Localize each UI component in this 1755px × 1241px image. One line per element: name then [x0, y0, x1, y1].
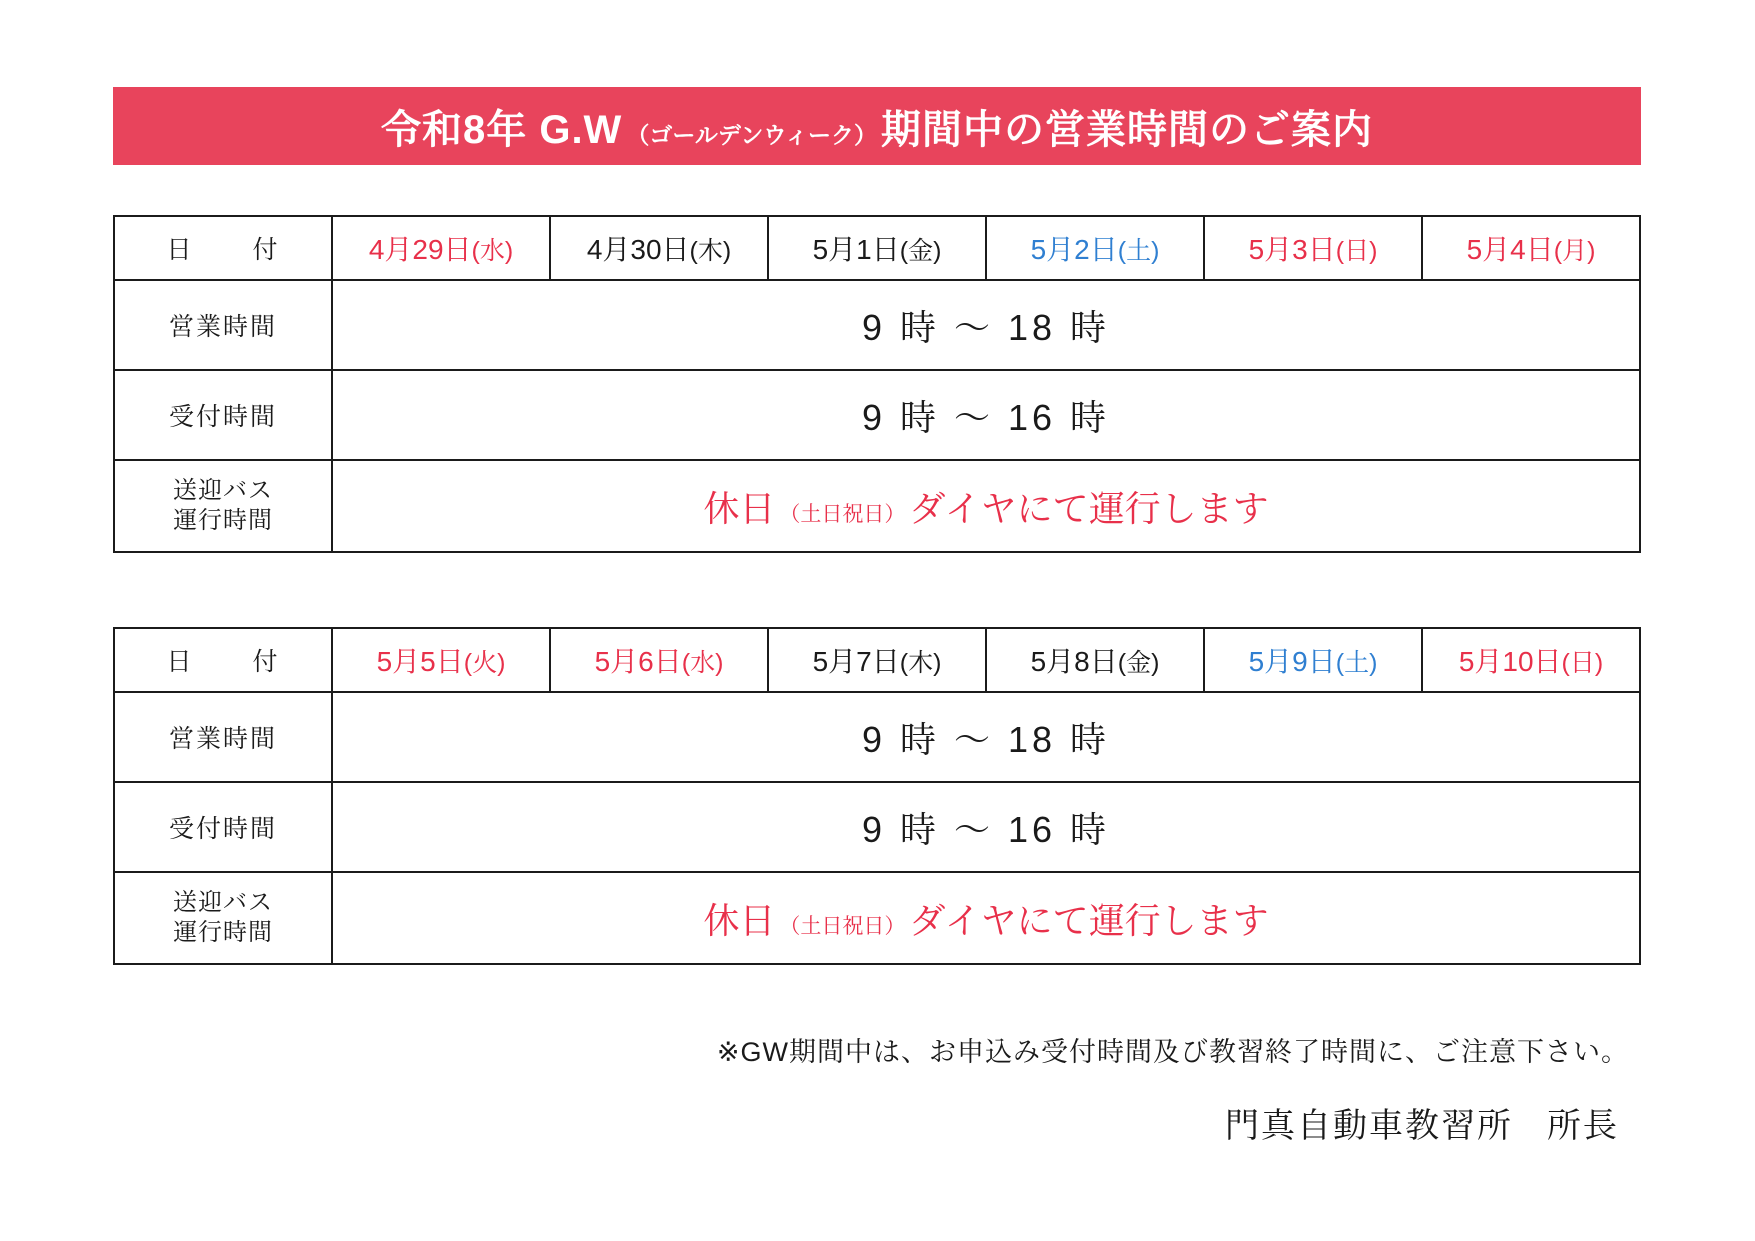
date-text: 5月7日 — [812, 646, 900, 677]
shuttle-bus-main-first: 休日 — [703, 487, 776, 529]
shuttle-bus-main-second: ダイヤにて運行します — [909, 899, 1269, 941]
date-text: 5月3日 — [1248, 234, 1336, 265]
date-text: 5月9日 — [1248, 646, 1336, 677]
shuttle-bus-subtext: （土日祝日） — [779, 914, 906, 938]
table-row — [114, 692, 1640, 782]
business-hours-value: 9 時 ～ 18 時 — [332, 692, 1640, 782]
table-row — [114, 460, 1640, 552]
date-weekday: (火) — [463, 649, 506, 677]
date-cell — [768, 628, 986, 692]
row-header-date — [114, 628, 332, 692]
row-header-shuttle-bus — [114, 872, 332, 964]
date-weekday: (木) — [899, 649, 942, 677]
table-row — [114, 628, 1640, 692]
date-weekday: (木) — [689, 237, 732, 265]
date-weekday: (水) — [471, 237, 514, 265]
row-header-date — [114, 216, 332, 280]
shuttle-bus-label-line2: 運行時間 — [173, 507, 273, 534]
date-cell — [768, 216, 986, 280]
table-row — [114, 782, 1640, 872]
date-cell — [332, 216, 550, 280]
schedule-table-second-half — [113, 627, 1641, 965]
table-row — [114, 216, 1640, 280]
date-weekday: (水) — [681, 649, 724, 677]
date-text: 5月8日 — [1030, 646, 1118, 677]
title-banner — [113, 87, 1641, 165]
row-header-shuttle-bus — [114, 460, 332, 552]
title-subtext: （ゴールデンウィーク） — [626, 121, 878, 148]
date-weekday: (土) — [1117, 237, 1160, 265]
row-header-business-hours: 営業時間 — [114, 280, 332, 370]
date-weekday: (土) — [1335, 649, 1378, 677]
date-cell — [550, 628, 768, 692]
row-header-business-hours: 営業時間 — [114, 692, 332, 782]
date-text: 4月29日 — [368, 234, 472, 265]
reception-hours-value: 9 時 ～ 16 時 — [332, 370, 1640, 460]
shuttle-bus-label-line2: 運行時間 — [173, 919, 273, 946]
footer-note: ※GW期間中は、お申込み受付時間及び教習終了時間に、ご注意下さい。 — [716, 1037, 1629, 1067]
date-weekday: (日) — [1561, 649, 1604, 677]
date-weekday: (金) — [899, 237, 942, 265]
date-weekday: (月) — [1553, 237, 1596, 265]
title-main-first: 令和8年 G.W — [380, 107, 623, 152]
row-header-reception-hours: 受付時間 — [114, 370, 332, 460]
date-cell — [1204, 628, 1422, 692]
row-header-date-label: 日 付 — [166, 648, 296, 676]
row-header-reception-hours: 受付時間 — [114, 782, 332, 872]
date-text: 5月5日 — [376, 646, 464, 677]
date-cell — [986, 628, 1204, 692]
shuttle-bus-label-line1: 送迎バス — [173, 477, 273, 504]
shuttle-bus-label-line1: 送迎バス — [173, 889, 273, 916]
table-row — [114, 280, 1640, 370]
signature-organization: 門真自動車教習所 — [1225, 1107, 1513, 1145]
date-text: 5月6日 — [594, 646, 682, 677]
date-cell — [550, 216, 768, 280]
signature — [113, 1098, 1641, 1147]
date-cell — [1422, 216, 1640, 280]
table-row — [114, 872, 1640, 964]
title-banner-text — [381, 98, 1373, 155]
date-text: 5月10日 — [1458, 646, 1562, 677]
shuttle-bus-value — [332, 872, 1640, 964]
date-text: 4月30日 — [586, 234, 690, 265]
title-main-second: 期間中の営業時間のご案内 — [881, 107, 1374, 152]
date-weekday: (日) — [1335, 237, 1378, 265]
date-cell — [332, 628, 550, 692]
row-header-date-label: 日 付 — [166, 236, 296, 264]
business-hours-value: 9 時 ～ 18 時 — [332, 280, 1640, 370]
date-cell — [986, 216, 1204, 280]
date-cell — [1204, 216, 1422, 280]
signature-title: 所長 — [1547, 1107, 1619, 1145]
table-row — [114, 370, 1640, 460]
schedule-table-first-half — [113, 215, 1641, 553]
shuttle-bus-main-first: 休日 — [703, 899, 776, 941]
date-cell — [1422, 628, 1640, 692]
date-text: 5月2日 — [1030, 234, 1118, 265]
shuttle-bus-subtext: （土日祝日） — [779, 502, 906, 526]
date-weekday: (金) — [1117, 649, 1160, 677]
date-text: 5月1日 — [812, 234, 900, 265]
shuttle-bus-main-second: ダイヤにて運行します — [909, 487, 1269, 529]
shuttle-bus-value — [332, 460, 1640, 552]
reception-hours-value: 9 時 ～ 16 時 — [332, 782, 1640, 872]
date-text: 5月4日 — [1466, 234, 1554, 265]
